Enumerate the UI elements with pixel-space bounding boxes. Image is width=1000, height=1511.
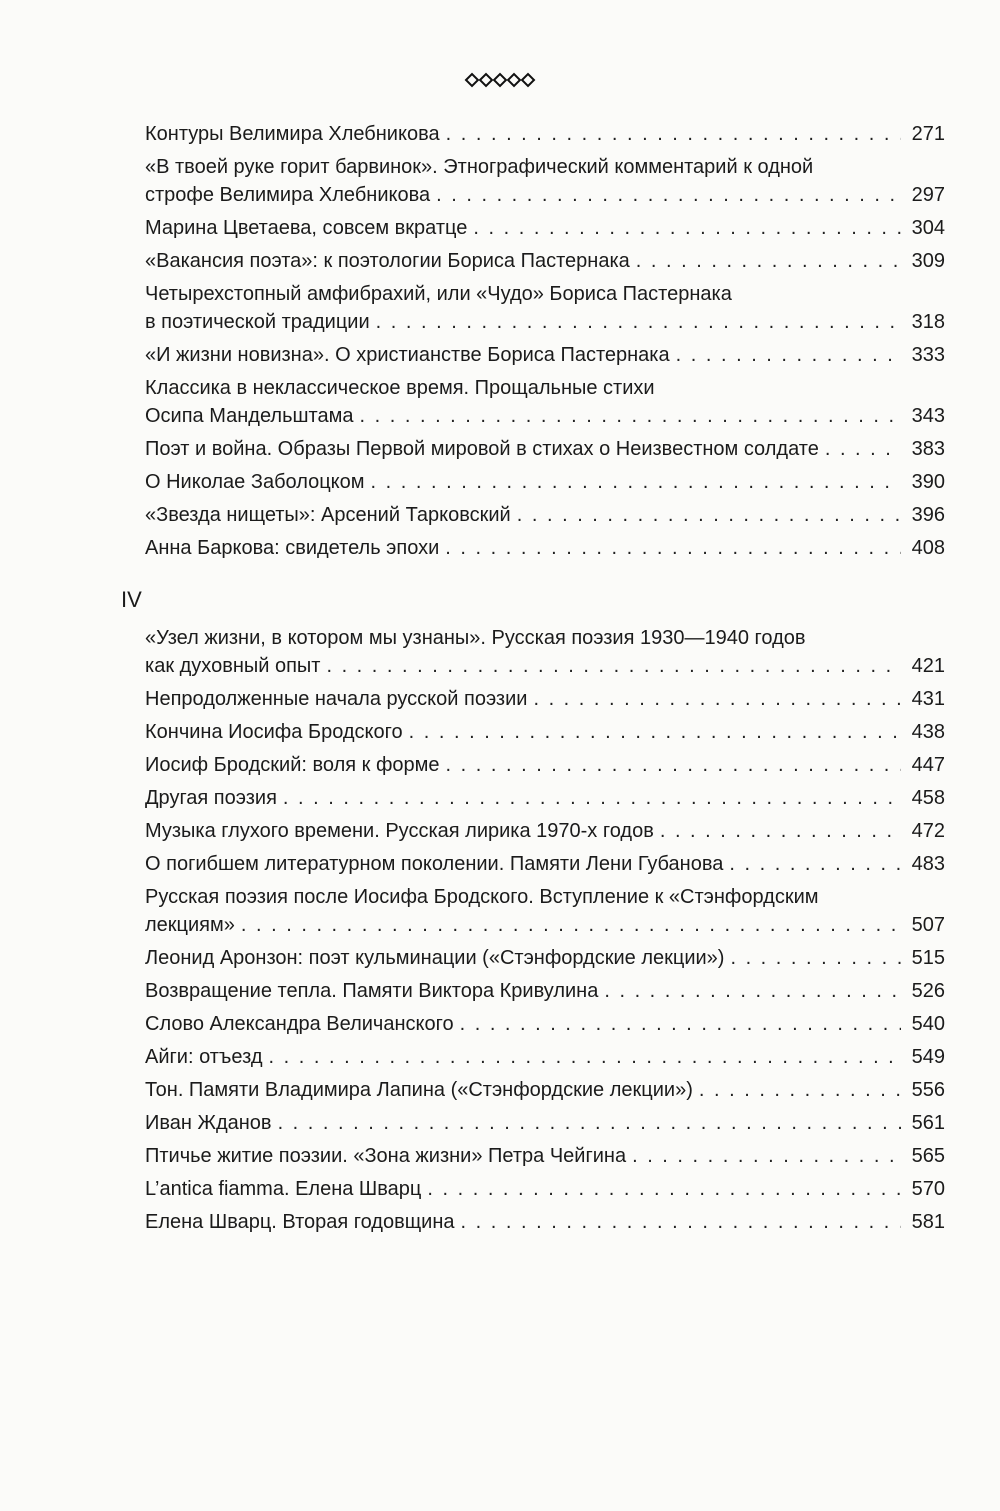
toc-entry-title: Иван Жданов [145,1112,272,1134]
toc-entry-line [145,1175,945,1203]
toc-entry [145,1043,945,1071]
toc-entry-title: строфе Велимира Хлебникова [145,184,431,206]
toc-entry-title: «Вакансия поэта»: к поэтологии Бориса Пастернака [145,250,630,272]
decorative-ornament [0,72,1000,92]
toc-page-number: 570 [911,1178,945,1200]
toc-entry [145,1142,945,1170]
dot-leader [699,1076,901,1104]
toc-page-number: 458 [911,787,945,809]
section-heading: IV [121,587,142,612]
toc-group-iv [145,624,945,1236]
toc-entry [145,718,945,746]
toc-entry-title: Анна Баркова: свидетель эпохи [145,537,440,559]
toc-entry-title: Другая поэзия [145,787,277,809]
toc-entry-title: Осипа Мандельштама [145,405,354,427]
dot-leader [436,181,901,209]
toc-entry-line [145,247,945,275]
dot-leader [376,308,901,336]
toc-page-number: 556 [911,1079,945,1101]
dot-leader [460,1010,901,1038]
toc-entry-title: «Узел жизни, в котором мы узнаны». Русская поэзия 1930—1940 годов [145,627,806,649]
toc-entry-line [145,718,945,746]
dot-leader [729,850,901,878]
toc-entry [145,817,945,845]
dot-leader [730,944,901,972]
toc-entry-title: Слово Александра Величанского [145,1013,454,1035]
dot-leader [241,911,901,939]
toc-page-number: 297 [911,184,945,206]
toc-entry-line [145,1208,945,1236]
toc-page-number: 333 [911,344,945,366]
toc-entry [145,435,945,463]
toc-entry [145,280,945,336]
toc-entry-line [145,911,945,939]
toc-entry-title: в поэтической традиции [145,311,370,333]
toc-entry [145,214,945,242]
dot-leader [409,718,901,746]
toc-entry-title: О Николае Заболоцком [145,471,365,493]
toc-entry [145,624,945,680]
toc-entry [145,850,945,878]
toc-entry-line [145,402,945,430]
toc-entry-line [145,120,945,148]
toc-page-number: 447 [911,754,945,776]
dot-leader [632,1142,901,1170]
dot-leader [278,1109,901,1137]
toc-entry-title: Возвращение тепла. Памяти Виктора Кривулина [145,980,599,1002]
toc-entry-title: Иосиф Бродский: воля к форме [145,754,440,776]
toc-page-number: 383 [911,438,945,460]
toc-page-number: 304 [911,217,945,239]
toc-entry-title: Поэт и война. Образы Первой мировой в стихах о Неизвестном солдате [145,438,819,460]
toc-entry [145,1208,945,1236]
toc-page-number: 431 [911,688,945,710]
toc-entry-line [145,652,945,680]
toc-entry-title: Айги: отъезд [145,1046,263,1068]
toc-entry [145,685,945,713]
dot-leader [636,247,901,275]
toc-entry-title: Музыка глухого времени. Русская лирика 1970-х годов [145,820,654,842]
toc-page-number: 408 [911,537,945,559]
toc-page-number: 507 [911,914,945,936]
toc-entry-title: «Звезда нищеты»: Арсений Тарковский [145,504,511,526]
dot-leader [533,685,901,713]
toc-entry-title: «И жизни новизна». О христианстве Бориса Пастернака [145,344,670,366]
dot-leader [371,468,901,496]
dot-leader [427,1175,901,1203]
dot-leader [461,1208,901,1236]
dot-leader [604,977,901,1005]
toc-entry-line [145,341,945,369]
toc-page-number: 549 [911,1046,945,1068]
toc-entry-line [145,501,945,529]
toc-page-number: 396 [911,504,945,526]
toc-entry [145,374,945,430]
toc-entry-line [145,1010,945,1038]
toc-entry-title: Тон. Памяти Владимира Лапина («Стэнфордские лекции») [145,1079,693,1101]
toc-entry-line [145,1043,945,1071]
toc-entry-title: лекциям» [145,914,235,936]
toc-entry-title: L’antica fiamma. Елена Шварц [145,1178,422,1200]
toc-page-number: 472 [911,820,945,842]
toc-entry-title: Леонид Аронзон: поэт кульминации («Стэнфордские лекции») [145,947,725,969]
toc-entry [145,534,945,562]
toc-entry-title: Четырехстопный амфибрахий, или «Чудо» Бориса Пастернака [145,283,732,305]
toc-entry-line [145,280,945,308]
toc-entry-line [145,624,945,652]
dot-leader [283,784,901,812]
dot-leader [473,214,901,242]
toc-entry-line [145,685,945,713]
toc-entry [145,120,945,148]
toc-entry-title: Елена Шварц. Вторая годовщина [145,1211,455,1233]
dot-leader [825,435,901,463]
dot-leader [326,652,901,680]
toc-entry-line [145,1109,945,1137]
toc-entry [145,977,945,1005]
toc-entry [145,341,945,369]
toc-entry-line [145,153,945,181]
toc-entry-title: как духовный опыт [145,655,321,677]
toc-entry [145,944,945,972]
toc-page-number: 483 [911,853,945,875]
toc-page-number: 581 [911,1211,945,1233]
toc-entry-line [145,374,945,402]
toc-page-number: 561 [911,1112,945,1134]
toc-entry-line [145,534,945,562]
toc-entry-line [145,308,945,336]
toc-entry-line [145,435,945,463]
toc-entry-line [145,817,945,845]
toc-entry-line [145,1142,945,1170]
toc-entry-line [145,468,945,496]
table-of-contents [121,120,945,1241]
dot-leader [446,751,901,779]
toc-entry-line [145,977,945,1005]
toc-entry [145,501,945,529]
toc-page-number: 271 [911,123,945,145]
dot-leader [360,402,902,430]
toc-page-number: 526 [911,980,945,1002]
dot-leader [269,1043,901,1071]
toc-entry-line [145,784,945,812]
toc-entry [145,784,945,812]
toc-entry-title: Непродолженные начала русской поэзии [145,688,528,710]
toc-entry [145,153,945,209]
dot-leader [446,120,901,148]
toc-entry-title: «В твоей руке горит барвинок». Этнографический комментарий к одной [145,156,814,178]
toc-entry-title: Классика в неклассическое время. Прощальные стихи [145,377,655,399]
toc-entry [145,1109,945,1137]
toc-entry [145,1010,945,1038]
dot-leader [517,501,901,529]
toc-page-number: 565 [911,1145,945,1167]
dot-leader [676,341,901,369]
toc-entry-title: Контуры Велимира Хлебникова [145,123,440,145]
toc-page-number: 309 [911,250,945,272]
toc-entry [145,468,945,496]
toc-entry-line [145,944,945,972]
toc-entry [145,751,945,779]
toc-page-number: 540 [911,1013,945,1035]
toc-entry-line [145,214,945,242]
toc-entry [145,883,945,939]
toc-entry-line [145,883,945,911]
toc-entry-line [145,751,945,779]
toc-entry-line [145,850,945,878]
dot-leader [445,534,901,562]
toc-entry-line [145,1076,945,1104]
toc-page-number: 343 [911,405,945,427]
toc-page-number: 318 [911,311,945,333]
toc-group-iii [145,120,945,562]
toc-page-number: 438 [911,721,945,743]
toc-entry [145,247,945,275]
toc-page-number: 390 [911,471,945,493]
toc-entry-title: О погибшем литературном поколении. Памяти Лени Губанова [145,853,724,875]
toc-page-number: 515 [911,947,945,969]
toc-entry-title: Марина Цветаева, совсем вкратце [145,217,468,239]
toc-entry-title: Русская поэзия после Иосифа Бродского. Вступление к «Стэнфордским [145,886,819,908]
toc-entry-title: Кончина Иосифа Бродского [145,721,403,743]
toc-entry [145,1175,945,1203]
diamond-ornament-icon [464,72,536,88]
toc-entry [145,1076,945,1104]
toc-page-number: 421 [911,655,945,677]
dot-leader [660,817,901,845]
toc-entry-title: Птичье житие поэзии. «Зона жизни» Петра Чейгина [145,1145,627,1167]
toc-entry-line [145,181,945,209]
